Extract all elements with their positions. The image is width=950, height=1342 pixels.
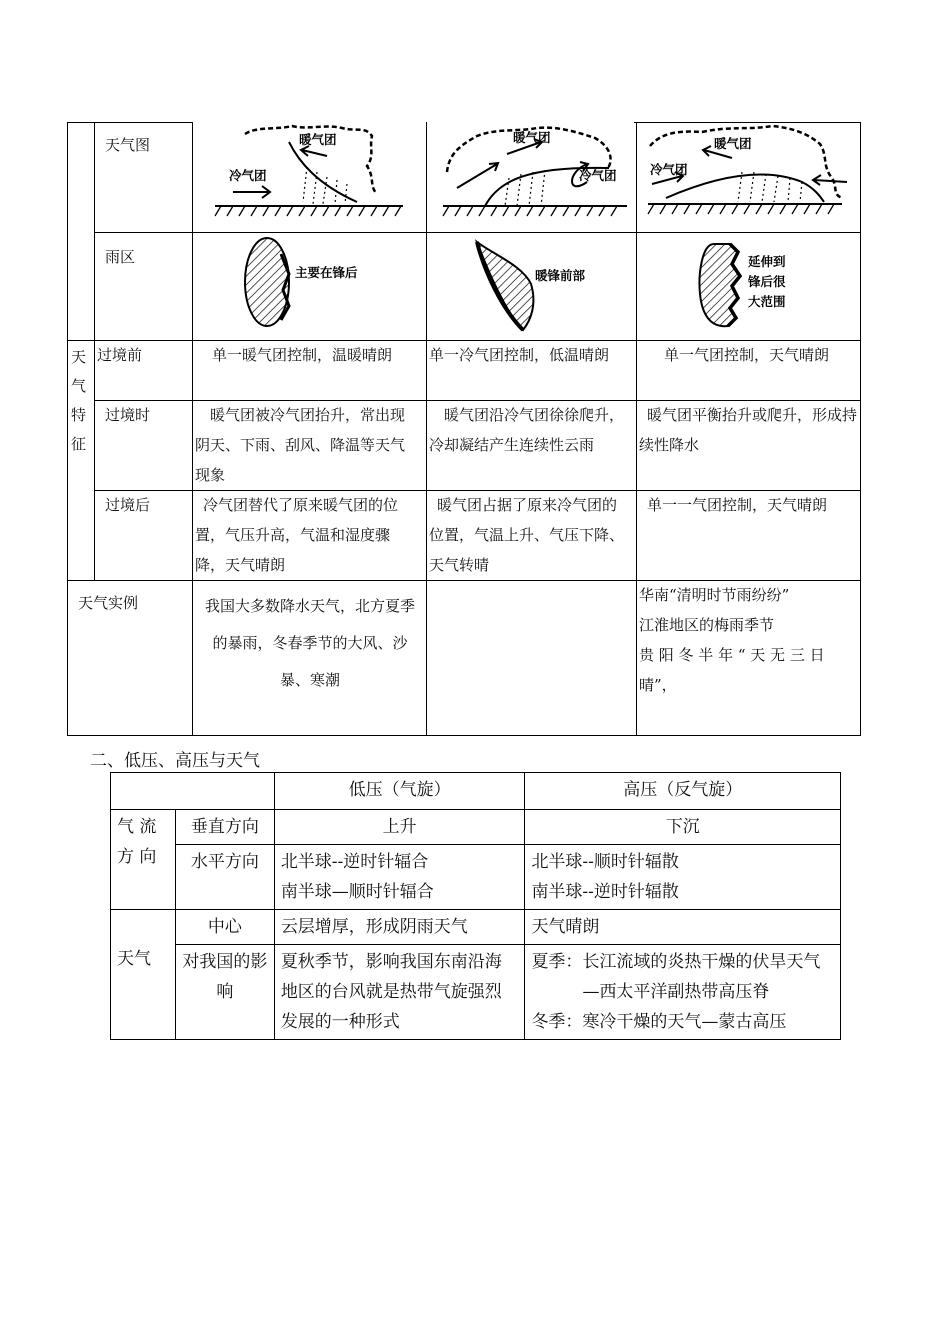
horizontal-label: 水平方向 bbox=[175, 845, 274, 910]
impact-high: 夏季： 长江流域的炎热干燥的伏旱天气—西太平洋副热带高压脊 冬季：寒冷干燥的天气—蒙古高压 bbox=[525, 945, 841, 1040]
rain-area-label-3c: 大范围 bbox=[748, 294, 786, 309]
pressure-weather-table bbox=[110, 772, 841, 1040]
cold-front-rain-area bbox=[237, 234, 377, 334]
after-warm-front: 暖气团占据了原来冷气团的位置，气温上升、气压下降、天气转晴 bbox=[429, 496, 625, 574]
during-warm-front: 暖气团沿冷气团徐徐爬升，冷却凝结产生连续性云雨 bbox=[429, 406, 625, 454]
stationary-front-diagram bbox=[642, 122, 852, 222]
rain-area-label-3b: 锋后很 bbox=[748, 274, 786, 289]
header-high-pressure: 高压（反气旋） bbox=[525, 773, 841, 810]
during-stationary-front: 暖气团平衡抬升或爬升，形成持续性降水 bbox=[639, 406, 858, 454]
horizontal-low: 北半球--逆时针辐合 南半球—顺时针辐合 bbox=[274, 845, 525, 910]
row-label-rain-area: 雨区 bbox=[105, 248, 136, 266]
impact-label: 对我国的影响 bbox=[175, 945, 274, 1040]
after-cold-front: 冷气团替代了原来暖气团的位置，气压升高，气温和湿度骤降，天气晴朗 bbox=[195, 496, 399, 574]
before-stationary-front: 单一气团控制，天气晴朗 bbox=[664, 346, 830, 364]
rain-area-label-1: 主要在锋后 bbox=[295, 265, 358, 280]
cold-air-label: 冷气团 bbox=[229, 168, 267, 183]
fronts-table bbox=[67, 122, 861, 736]
example-stationary-front: 华南“清明时节雨纷纷” 江淮地区的梅雨季节 贵 阳 冬 半 年 “ 天 无 三 日 晴”， bbox=[639, 586, 825, 694]
cold-front-diagram bbox=[207, 122, 412, 222]
impact-low: 夏秋季节，影响我国东南沿海地区的台风就是热带气旋强烈发展的一种形式 bbox=[274, 945, 525, 1040]
row-label-during: 过境时 bbox=[105, 406, 151, 424]
center-high: 天气晴朗 bbox=[525, 910, 841, 945]
rain-area-label-2: 暖锋前部 bbox=[535, 268, 586, 283]
during-cold-front: 暖气团被冷气团抬升，常出现阴天、下雨、刮风、降温等天气现象 bbox=[195, 406, 406, 484]
vertical-high: 下沉 bbox=[525, 810, 841, 845]
before-cold-front: 单一暖气团控制，温暖晴朗 bbox=[212, 346, 393, 364]
cold-air-label-2: 冷气团 bbox=[579, 168, 617, 183]
rain-area-label-3a: 延伸到 bbox=[748, 254, 786, 269]
row-label-weather-features: 天气特征 bbox=[71, 348, 87, 453]
example-cold-front: 我国大多数降水天气，北方夏季的暴雨，冬春季节的大风、沙暴、寒潮 bbox=[205, 597, 416, 689]
warm-air-label: 暖气团 bbox=[299, 132, 337, 147]
stationary-front-rain-area bbox=[692, 234, 812, 334]
airflow-label: 气 流 方 向 bbox=[111, 810, 176, 910]
before-warm-front: 单一冷气团控制，低温晴朗 bbox=[429, 346, 610, 364]
row-label-after: 过境后 bbox=[105, 496, 151, 514]
warm-air-label-3: 暖气团 bbox=[714, 136, 752, 151]
horizontal-high: 北半球--顺时针辐散 南半球--逆时针辐散 bbox=[525, 845, 841, 910]
cold-air-label-3: 冷气团 bbox=[650, 162, 688, 177]
section-2-title: 二、低压、高压与天气 bbox=[90, 751, 260, 771]
center-low: 云层增厚，形成阴雨天气 bbox=[274, 910, 525, 945]
vertical-label: 垂直方向 bbox=[175, 810, 274, 845]
row-label-before: 过境前 bbox=[97, 346, 143, 364]
vertical-low: 上升 bbox=[274, 810, 525, 845]
warm-front-rain-area bbox=[467, 234, 617, 334]
row-label-examples: 天气实例 bbox=[78, 594, 139, 612]
header-low-pressure: 低压（气旋） bbox=[274, 773, 525, 810]
center-label: 中心 bbox=[175, 910, 274, 945]
weather-label: 天气 bbox=[111, 910, 176, 1040]
warm-air-label-2: 暖气团 bbox=[513, 130, 551, 145]
warm-front-diagram bbox=[437, 122, 632, 222]
after-stationary-front: 单一一气团控制，天气晴朗 bbox=[647, 496, 828, 514]
row-label-weather-map: 天气图 bbox=[105, 136, 151, 154]
